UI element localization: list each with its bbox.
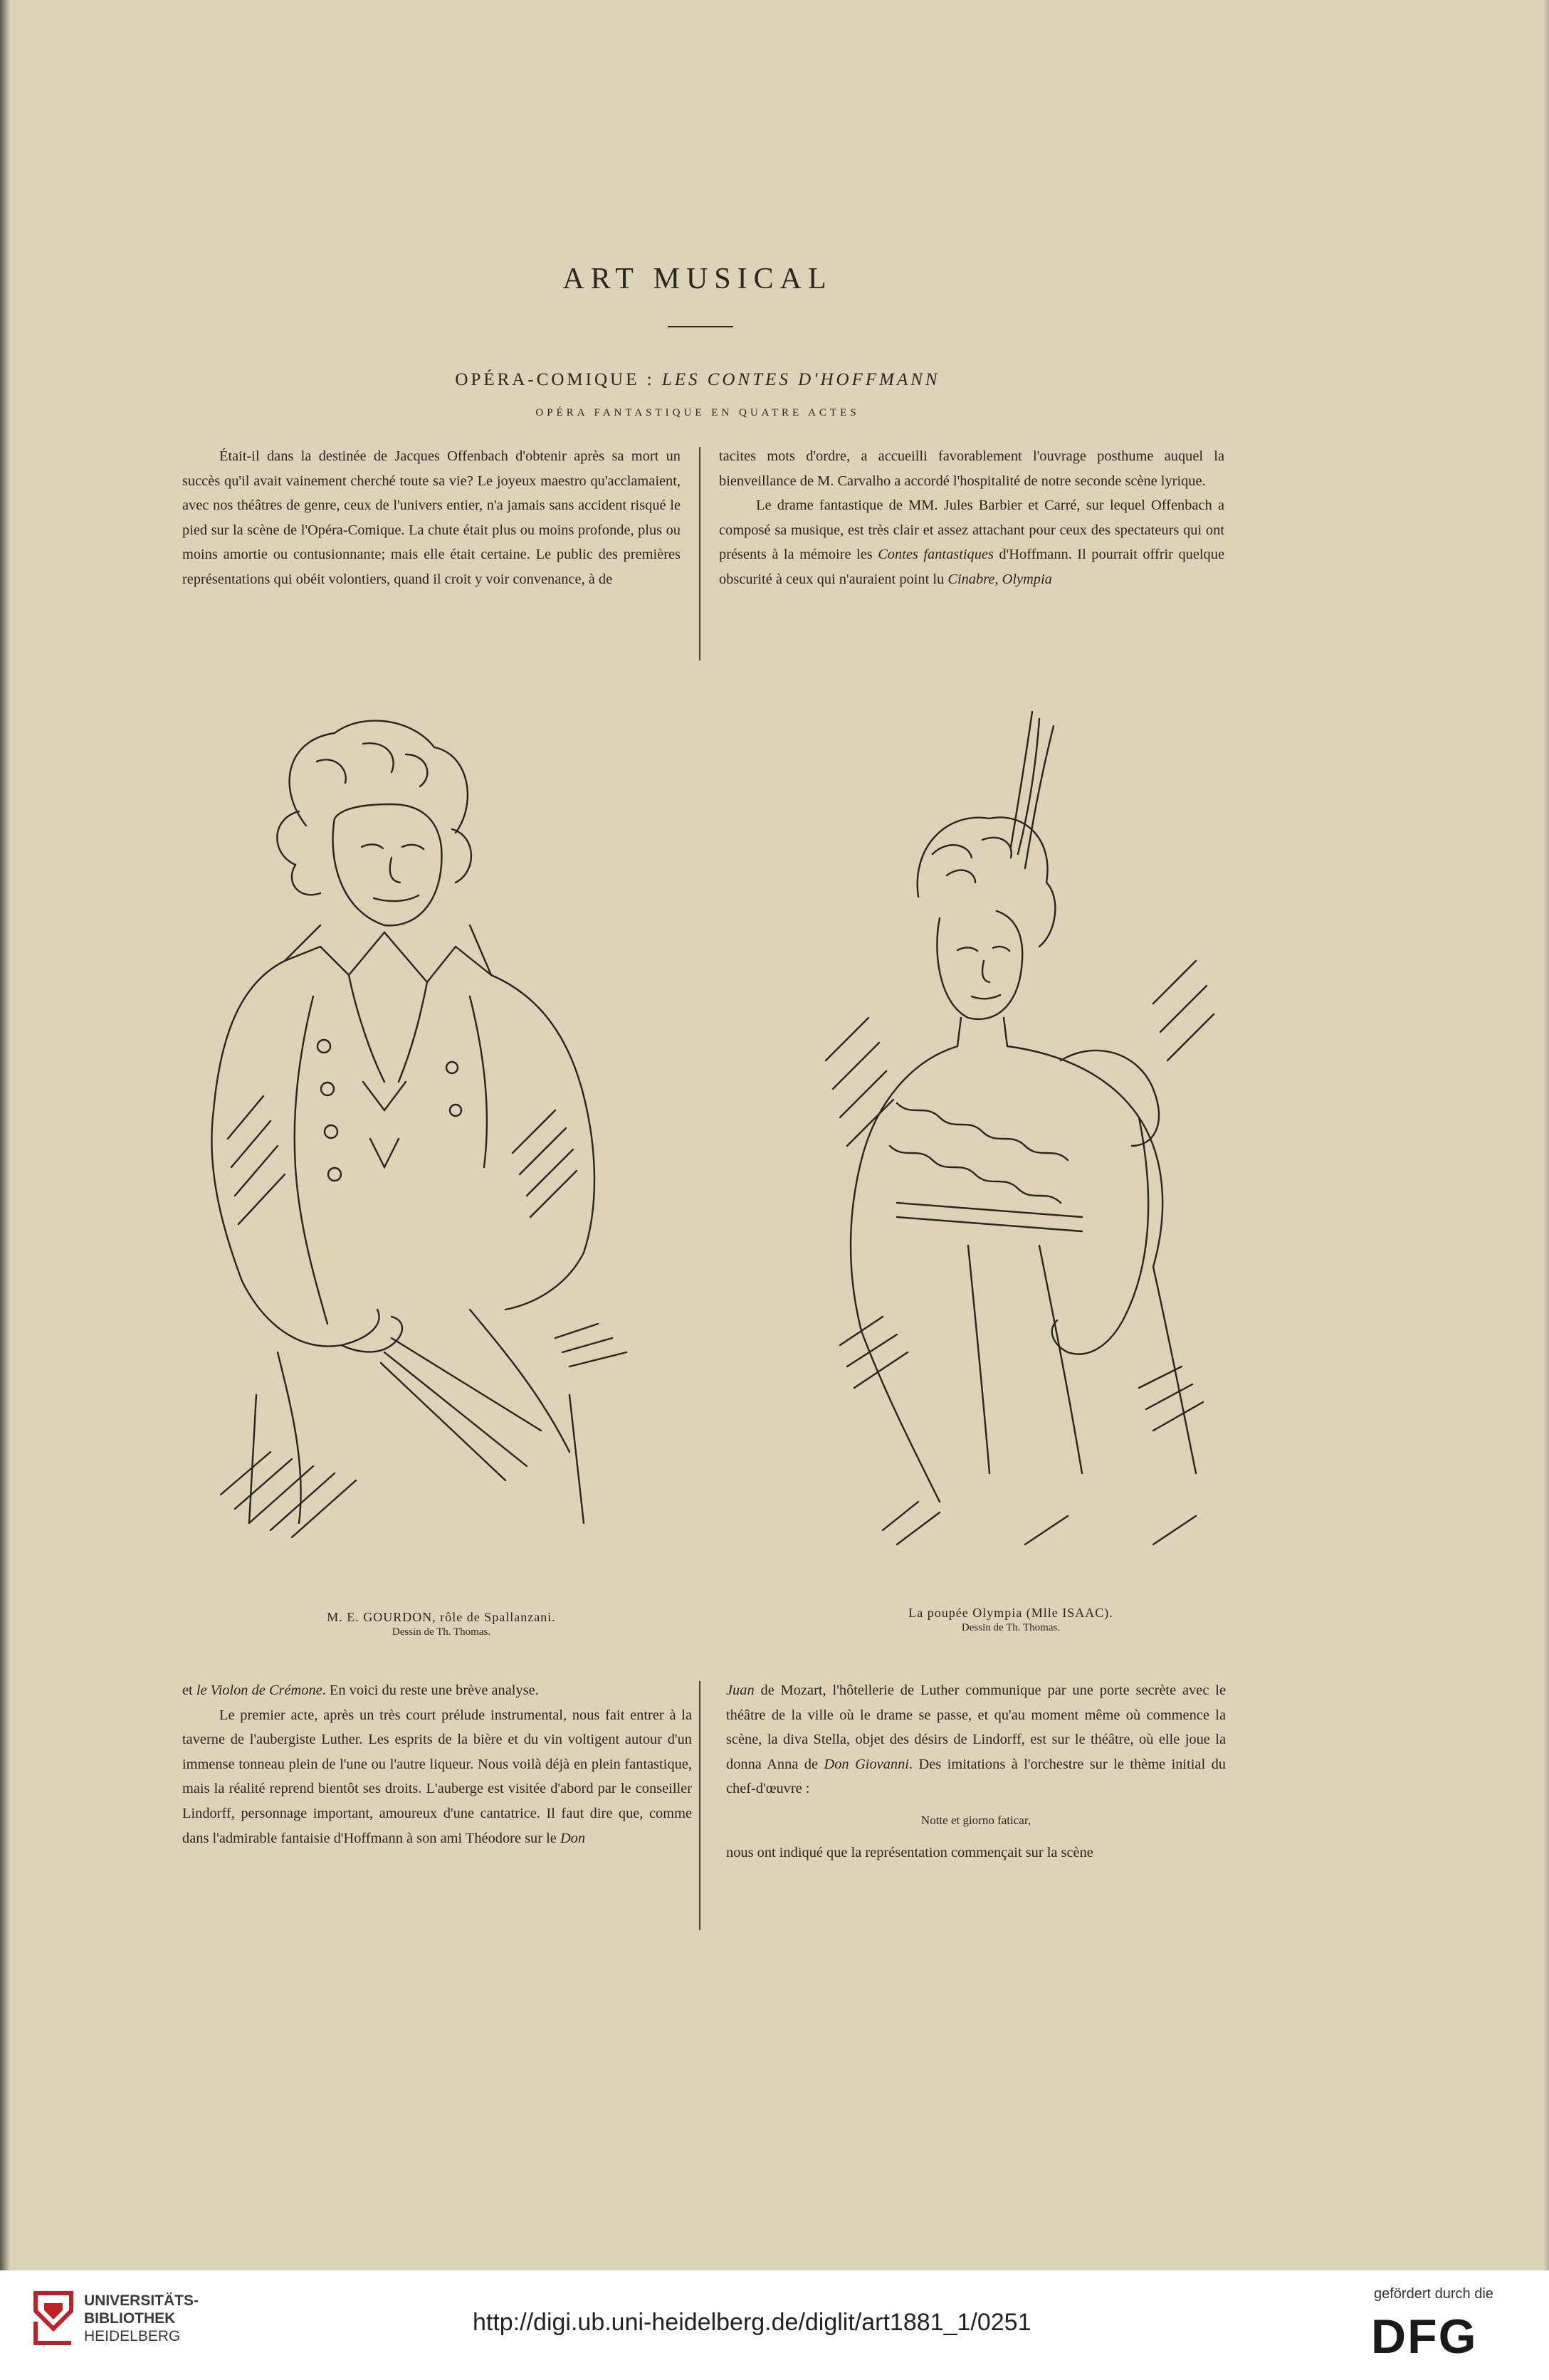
quote: Notte et giorno faticar,: [920, 1813, 1031, 1827]
university-library-logo-icon: [28, 2286, 78, 2350]
gourdon-illustration: [171, 712, 712, 1594]
top-left-column: [182, 444, 681, 592]
olympia-illustration: [755, 705, 1267, 1594]
paragraph: tacites mots d'ordre, a accueilli favorablement l'ouvrage posthume auquel la bienveillance de M. Carvalho a accordé l'hospitalité de notre seconde scène lyrique.: [719, 448, 1224, 489]
right-caption: [755, 1606, 1267, 1634]
bottom-right-column: [726, 1678, 1226, 1865]
left-caption: [171, 1610, 712, 1638]
paragraph: Était-il dans la destinée de Jacques Offenbach d'obtenir après sa mort un succès qu'il avait vainement cherché toute sa vie? Le joyeux maestro qu'acclamaient, avec nos théâtres de genre, ceux de l'univers entier, n'a jamais sans accident risqué le pied sur la scène de l'Opéra-Comique. La chute était plus ou moins profonde, plus ou moins amortie ou contusionnante; mais elle était certaine. Le public des premières représentations qui obéit volontiers, quand il croit y voir convenance, à de: [182, 448, 681, 587]
column-rule-bottom: [699, 1681, 700, 1930]
section-title: ART MUSICAL: [562, 263, 833, 295]
paragraph: Juan de Mozart, l'hôtellerie de Luther communique par une porte secrète avec le théâtre de la ville où le drame se passe, et qu'au moment même où commence la scène, la diva Stella, objet des désirs de Lindorff, est sur le théâtre, où elle joue la donna Anna de Don Giovanni. Des imitations à l'orchestre sur le thème initial du chef-d'œuvre :: [726, 1683, 1226, 1797]
university-library-name: UNIVERSITÄTS- BIBLIOTHEK HEIDELBERG: [84, 2292, 199, 2344]
left-caption-credit: Dessin de Th. Thomas.: [392, 1626, 491, 1638]
article-subsubtitle: OPÉRA FANTASTIQUE EN QUATRE ACTES: [535, 407, 860, 418]
dfg-logo: DFG: [1371, 2310, 1478, 2364]
right-caption-title: La poupée Olympia (Mlle ISAAC).: [908, 1606, 1113, 1620]
top-right-column: [719, 444, 1224, 592]
bottom-left-column: [182, 1678, 692, 1850]
subtitle-prefix: OPÉRA-COMIQUE :: [455, 370, 662, 389]
paragraph: Le premier acte, après un très court prélude instrumental, nous fait entrer à la taverne de l'aubergiste Luther. Les esprits de la bière et du vin voltigent autour d'un immense tonneau plein de l'une ou l'autre liqueur. Nous voilà déjà en plein fantastique, mais la réalité reprend bientôt ses droits. L'auberge est visitée d'abord par le conseiller Lindorff, personnage important, amoureux d'une cantatrice. Il faut dire que, comme dans l'admirable fantaisie d'Hoffmann à son ami Théodore sur le Don: [182, 1707, 692, 1846]
right-caption-credit: Dessin de Th. Thomas.: [961, 1622, 1061, 1633]
sponsor-label: gefördert durch die: [1374, 2286, 1493, 2302]
permalink-url[interactable]: http://digi.ub.uni-heidelberg.de/diglit/art1881_1/0251: [473, 2309, 1031, 2336]
left-caption-title: M. E. GOURDON, rôle de Spallanzani.: [327, 1610, 556, 1624]
paragraph: Le drame fantastique de MM. Jules Barbier et Carré, sur lequel Offenbach a composé sa musique, est très clair et assez attachant pour ceux des spectateurs qui ont présents à la mémoire les Contes fantastiques d'Hoffmann. Il pourrait offrir quelque obscurité à ceux qui n'auraient point lu Cinabre, Olympia: [719, 497, 1224, 587]
column-rule-top: [699, 447, 700, 660]
subtitle-work: LES CONTES D'HOFFMANN: [661, 370, 940, 389]
paragraph: et le Violon de Crémone. En voici du reste une brève analyse.: [182, 1683, 539, 1698]
article-subtitle: [0, 370, 1395, 390]
paragraph: nous ont indiqué que la représentation commençait sur la scène: [726, 1844, 1093, 1860]
title-rule: [668, 326, 733, 327]
